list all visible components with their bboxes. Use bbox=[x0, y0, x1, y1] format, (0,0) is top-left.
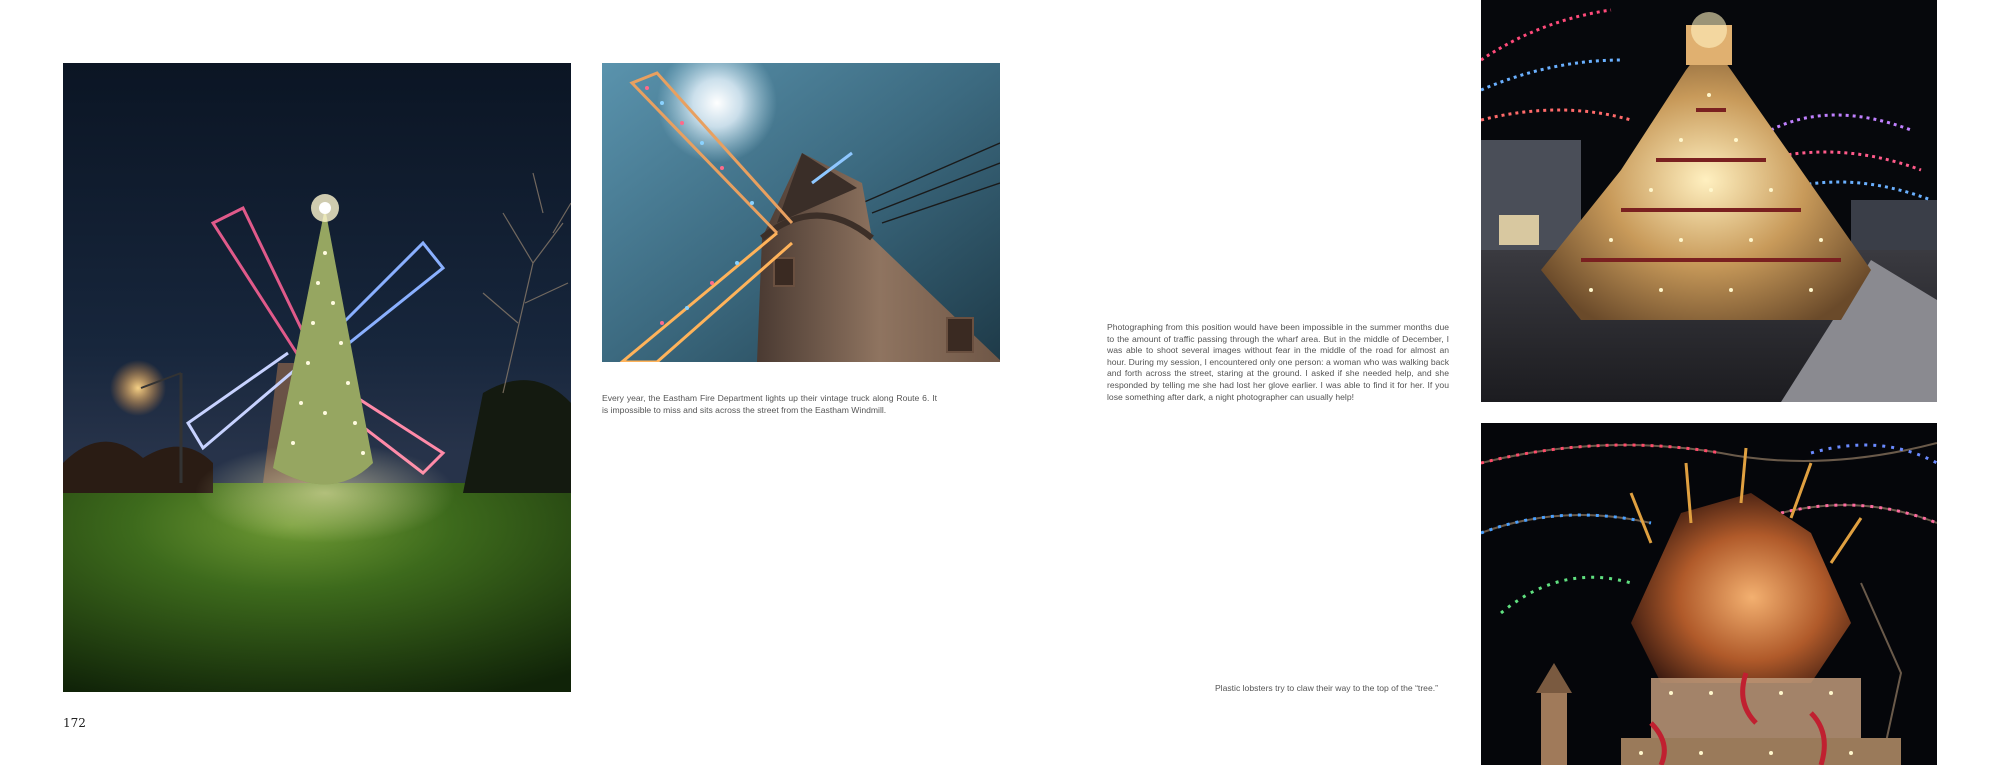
wharf-caption: Photographing from this position would have been impossible in the summer months due to the amount of traffic passing through the wharf area. But in the middle of December, I was able to shoot several images without fear in the middle of the road for almost an hour. During my session, I encountered only one person: a woman who was walking back and forth across the street, staring at the ground. I asked if she needed help, and she responded by telling me she had lost her glove earlier. I was able to find it for her. If you lose something after dark, a night photographer can usually help! bbox=[1107, 322, 1449, 402]
windmill-caption: Every year, the Eastham Fire Department lights up their vintage truck along Route 6. It is impossible to miss and sits across the street from the Eastham Windmill. bbox=[602, 393, 937, 415]
lobster-trap-tree-photo bbox=[1481, 0, 1937, 402]
page-number: 172 bbox=[63, 716, 86, 730]
lobster-caption: Plastic lobsters try to claw their way to the top of the “tree.” bbox=[1214, 683, 1438, 693]
eastham-windmill-photo bbox=[602, 63, 1000, 362]
lobster-tree-top-photo bbox=[1481, 423, 1937, 765]
windmill-christmas-tree-photo bbox=[63, 63, 571, 692]
